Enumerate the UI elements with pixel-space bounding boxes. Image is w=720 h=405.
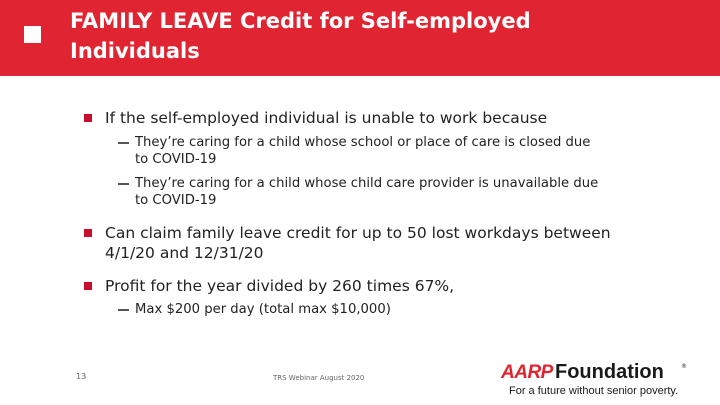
aarp-foundation-logo bbox=[493, 360, 693, 402]
bullet-square-icon bbox=[84, 229, 92, 237]
subbullet-1-line2: to COVID-19 bbox=[135, 152, 217, 167]
slide-title bbox=[70, 6, 690, 66]
logo-brand: AARP bbox=[501, 362, 553, 383]
subbullet-3: Max $200 per day (total max $10,000) bbox=[135, 302, 391, 317]
subbullet-1-line1: They’re caring for a child whose school or place of care is closed due bbox=[135, 135, 591, 150]
logo-registered-mark: ® bbox=[681, 363, 687, 370]
subbullet-2 bbox=[135, 175, 598, 209]
dash-icon bbox=[118, 142, 129, 144]
subbullet-1 bbox=[135, 134, 590, 168]
bullet-square-icon bbox=[84, 114, 92, 122]
title-square-marker bbox=[24, 26, 41, 43]
footer-text: TRS Webinar August 2020 bbox=[273, 374, 365, 382]
logo-name: Foundation bbox=[555, 361, 664, 383]
title-bar bbox=[0, 0, 720, 76]
logo-tagline: For a future without senior poverty. bbox=[509, 385, 679, 397]
bullet-2-line1: Can claim family leave credit for up to 50 lost workdays between bbox=[105, 224, 611, 242]
slide-title-line1: FAMILY LEAVE Credit for Self-employed bbox=[70, 9, 531, 33]
subbullet-2-line1: They’re caring for a child whose child care provider is unavailable due bbox=[135, 176, 599, 191]
bullet-2-text bbox=[105, 223, 611, 263]
dash-icon bbox=[118, 183, 129, 185]
slide-title-line2: Individuals bbox=[70, 39, 200, 63]
bullet-2-line2: 4/1/20 and 12/31/20 bbox=[105, 244, 264, 262]
bullet-square-icon bbox=[84, 282, 92, 290]
page-number: 13 bbox=[76, 372, 87, 381]
bullet-1-text: If the self-employed individual is unable to work because bbox=[105, 109, 548, 127]
dash-icon bbox=[118, 309, 129, 311]
bullet-3-text: Profit for the year divided by 260 times 67%, bbox=[105, 277, 455, 295]
subbullet-2-line2: to COVID-19 bbox=[135, 193, 217, 208]
